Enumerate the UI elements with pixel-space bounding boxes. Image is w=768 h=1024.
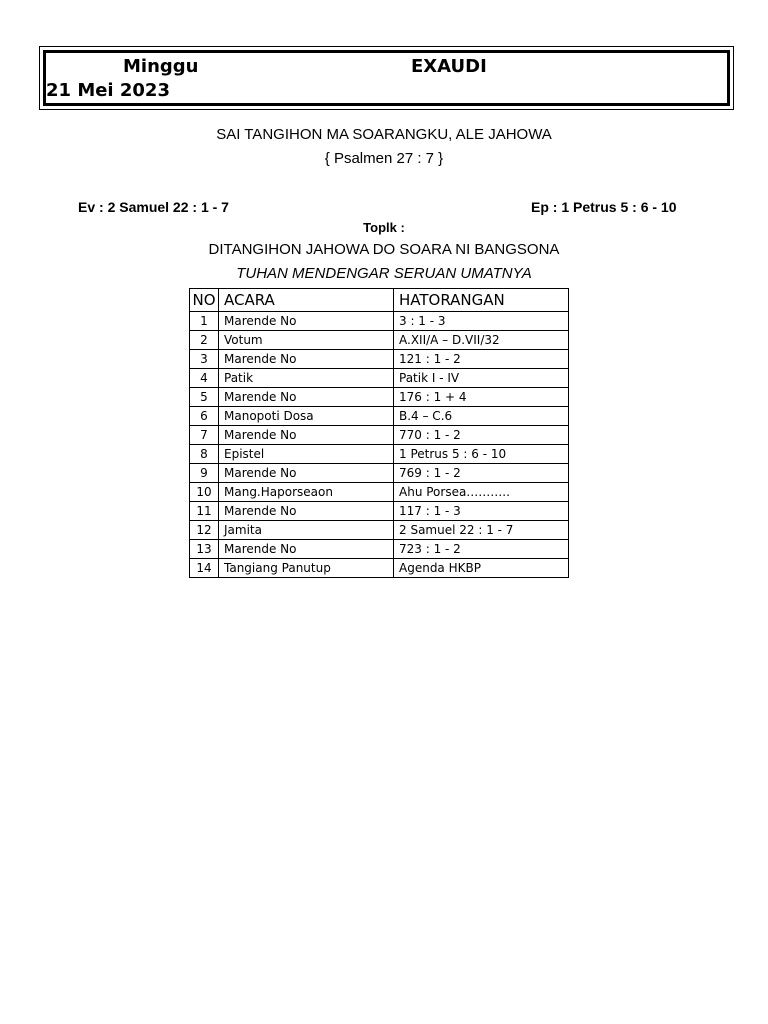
cell-no: 1 bbox=[190, 312, 219, 331]
cell-no: 13 bbox=[190, 540, 219, 559]
header-hatorangan: HATORANGAN bbox=[394, 289, 569, 312]
cell-acara: Jamita bbox=[219, 521, 394, 540]
header-inner-frame bbox=[43, 50, 730, 106]
cell-no: 12 bbox=[190, 521, 219, 540]
cell-acara: Votum bbox=[219, 331, 394, 350]
header-box bbox=[39, 46, 734, 110]
table-row bbox=[190, 369, 569, 388]
table-row bbox=[190, 502, 569, 521]
cell-no: 4 bbox=[190, 369, 219, 388]
cell-acara: Marende No bbox=[219, 502, 394, 521]
cell-acara: Manopoti Dosa bbox=[219, 407, 394, 426]
cell-acara: Marende No bbox=[219, 312, 394, 331]
cell-hatorangan: 770 : 1 - 2 bbox=[394, 426, 569, 445]
cell-no: 11 bbox=[190, 502, 219, 521]
table-row bbox=[190, 388, 569, 407]
table-row bbox=[190, 407, 569, 426]
cell-acara: Marende No bbox=[219, 540, 394, 559]
cell-no: 6 bbox=[190, 407, 219, 426]
liturgy-table bbox=[189, 288, 569, 578]
cell-acara: Marende No bbox=[219, 426, 394, 445]
theme-verse: { Psalmen 27 : 7 } bbox=[324, 150, 444, 167]
cell-no: 2 bbox=[190, 331, 219, 350]
cell-acara: Epistel bbox=[219, 445, 394, 464]
cell-hatorangan: A.XII/A – D.VII/32 bbox=[394, 331, 569, 350]
header-sunday-name: EXAUDI bbox=[411, 56, 487, 77]
cell-no: 8 bbox=[190, 445, 219, 464]
cell-hatorangan: 2 Samuel 22 : 1 - 7 bbox=[394, 521, 569, 540]
cell-no: 7 bbox=[190, 426, 219, 445]
topik-batak: DITANGIHON JAHOWA DO SOARA NI BANGSONA bbox=[208, 241, 560, 258]
header-day: Minggu bbox=[123, 56, 199, 77]
table-row bbox=[190, 312, 569, 331]
cell-hatorangan: Patik I - IV bbox=[394, 369, 569, 388]
cell-hatorangan: 3 : 1 - 3 bbox=[394, 312, 569, 331]
table-row bbox=[190, 426, 569, 445]
table-body bbox=[190, 312, 569, 578]
header-no: NO bbox=[190, 289, 219, 312]
header-acara: ACARA bbox=[219, 289, 394, 312]
cell-hatorangan: 121 : 1 - 2 bbox=[394, 350, 569, 369]
theme-title: SAI TANGIHON MA SOARANGKU, ALE JAHOWA bbox=[216, 126, 552, 143]
cell-hatorangan: Ahu Porsea……….. bbox=[394, 483, 569, 502]
cell-acara: Marende No bbox=[219, 464, 394, 483]
table-row bbox=[190, 483, 569, 502]
cell-hatorangan: B.4 – C.6 bbox=[394, 407, 569, 426]
table-header-row bbox=[190, 289, 569, 312]
topik-indonesian: TUHAN MENDENGAR SERUAN UMATNYA bbox=[236, 265, 532, 282]
cell-hatorangan: 723 : 1 - 2 bbox=[394, 540, 569, 559]
reading-ev: Ev : 2 Samuel 22 : 1 - 7 bbox=[78, 199, 229, 215]
cell-no: 9 bbox=[190, 464, 219, 483]
cell-no: 3 bbox=[190, 350, 219, 369]
table-row bbox=[190, 464, 569, 483]
table-row bbox=[190, 331, 569, 350]
table-row bbox=[190, 521, 569, 540]
table-row bbox=[190, 350, 569, 369]
header-date: 21 Mei 2023 bbox=[46, 80, 170, 101]
table-row bbox=[190, 445, 569, 464]
reading-ep: Ep : 1 Petrus 5 : 6 - 10 bbox=[531, 199, 677, 215]
cell-hatorangan: 176 : 1 + 4 bbox=[394, 388, 569, 407]
cell-no: 5 bbox=[190, 388, 219, 407]
topik-label: Toplk : bbox=[363, 220, 405, 235]
table-row bbox=[190, 559, 569, 578]
cell-hatorangan: 1 Petrus 5 : 6 - 10 bbox=[394, 445, 569, 464]
cell-acara: Mang.Haporseaon bbox=[219, 483, 394, 502]
cell-no: 10 bbox=[190, 483, 219, 502]
cell-hatorangan: 117 : 1 - 3 bbox=[394, 502, 569, 521]
cell-hatorangan: 769 : 1 - 2 bbox=[394, 464, 569, 483]
table-row bbox=[190, 540, 569, 559]
cell-acara: Patik bbox=[219, 369, 394, 388]
cell-no: 14 bbox=[190, 559, 219, 578]
cell-hatorangan: Agenda HKBP bbox=[394, 559, 569, 578]
cell-acara: Marende No bbox=[219, 350, 394, 369]
cell-acara: Tangiang Panutup bbox=[219, 559, 394, 578]
cell-acara: Marende No bbox=[219, 388, 394, 407]
